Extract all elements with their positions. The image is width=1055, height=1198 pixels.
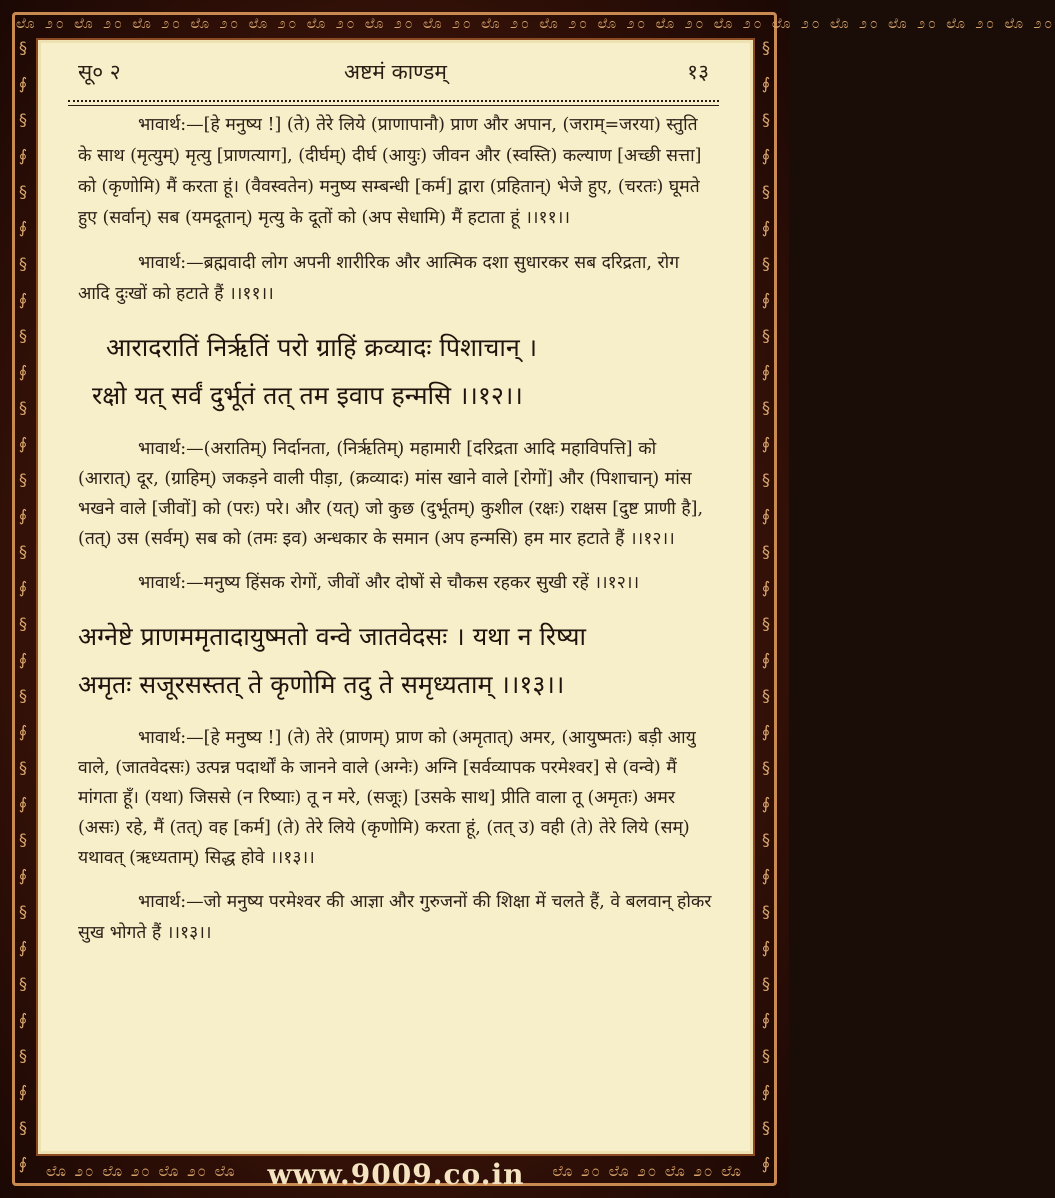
mantra-13-line-2: अमृतः सजूरसस्तत् ते कृणोमि तदु ते समृध्यताम् ।।१३।। (78, 670, 565, 699)
page-header (68, 52, 723, 86)
page-sheet (36, 38, 755, 1156)
sukta-number: सू० २ (78, 60, 121, 84)
mantra-13-line-1: अग्नेष्टे प्राणममृतादायुष्मतो वन्वे जातवेदसः । यथा न रिष्या (78, 622, 586, 651)
bhavarth-paragraph-13: भावार्थ:—[हे मनुष्य !] (ते) तेरे (प्राणम्) प्राण को (अमृतात्) अमर, (आयुष्मतः) बड़ी आयु वाले, (जातवेदसः) उत्पन्न पदार्थों के जानने वाले (अग्नेः) अग्नि [सर्वव्यापक परमेश्वर] से (वन्वे) मैं मांगता हूँ। (यथा) जिससे (न रिष्याः) तू न मरे, (सजूः) [उसके साथ] प्रीति वाला तू (अमृतः) अमर (असः) रहे, मैं (तत्) वह [कर्म] (ते) तेरे लिये (कृणोमि) करता हूं, (तत् उ) वही (ते) तेरे लिये (सम्) यथावत् (ऋध्यताम्) सिद्ध होवे ।।१३।। (78, 728, 696, 868)
footer-ornament-right: ಲೊ ೨೦ ಲೊ ೨೦ ಲೊ ೨೦ ಲೊ (552, 1162, 743, 1180)
bhavarth-summary-12: भावार्थ:—मनुष्य हिंसक रोगों, जीवों और दोषों से चौकस रहकर सुखी रहें ।।१२।। (138, 573, 640, 593)
left-ornament: § ∮ § ∮ § ∮ § ∮ § ∮ § ∮ § ∮ § ∮ § ∮ § ∮ § ∮ § ∮ § ∮ § ∮ § ∮ § ∮ (18, 38, 28, 1173)
bhavarth-summary-11: भावार्थ:—ब्रह्मवादी लोग अपनी शारीरिक और आत्मिक दशा सुधारकर सब दरिद्रता, रोग आदि दुःखों को हटाते हैं ।।११।। (78, 253, 680, 304)
kanda-title: अष्टमं काण्डम् (344, 60, 447, 84)
footer (16, 1160, 773, 1190)
footer-ornament-left: ಲೊ ೨೦ ಲೊ ೨೦ ಲೊ ೨೦ ಲೊ (46, 1162, 237, 1180)
mantra-12-line-2: रक्षो यत् सर्वं दुर्भूतं तत् तम इवाप हन्मसि ।।१२।। (92, 381, 523, 410)
mantra-12-line-1: आरादरातिं निर्ऋतिं परो ग्राहिं क्रव्यादः पिशाचान् । (106, 333, 538, 362)
page-number: १३ (687, 60, 709, 84)
website-url[interactable]: www.9009.co.in (267, 1158, 525, 1191)
bhavarth-summary-13: भावार्थ:—जो मनुष्य परमेश्वर की आज्ञा और गुरुजनों की शिक्षा में चलते हैं, वे बलवान् होकर सुख भोगते हैं ।।१३।। (78, 892, 712, 943)
header-divider (68, 100, 719, 106)
page-body (78, 110, 713, 949)
right-ornament: § ∮ § ∮ § ∮ § ∮ § ∮ § ∮ § ∮ § ∮ § ∮ § ∮ § ∮ § ∮ § ∮ § ∮ § ∮ § ∮ (761, 38, 771, 1173)
top-ornament: ಲೊ ೨೦ ಲೊ ೨೦ ಲೊ ೨೦ ಲೊ ೨೦ ಲೊ ೨೦ ಲೊ ೨೦ ಲೊ ೨೦ ಲೊ ೨೦ ಲೊ ೨೦ ಲೊ ೨೦ ಲೊ ೨೦ ಲೊ ೨೦ ಲೊ ೨೦ ಲೊ ೨೦ ಲೊ ೨೦ ಲೊ ೨೦ ಲೊ ೨೦ ಲೊ ೨೦ (16, 16, 1055, 32)
bhavarth-paragraph-12: भावार्थ:—(अरातिम्) निर्दानता, (निर्ऋतिम्) महामारी [दरिद्रता आदि महाविपत्ति] को (आरात्) दूर, (ग्राहिम्) जकड़ने वाली पीड़ा, (क्रव्यादः) मांस खाने वाले [रोगों] और (पिशाचान्) मांस भखने वाले [जीवों] को (परः) परे। और (यत्) जो कुछ (दुर्भूतम्) कुशील (रक्षः) राक्षस [दुष्ट प्राणी है], (तत्) उस (सर्वम्) सब को (तमः इव) अन्धकार के समान (अप हन्मसि) हम मार हटाते हैं ।।१२।। (78, 439, 704, 549)
bhavarth-paragraph-11: भावार्थ:—[हे मनुष्य !] (ते) तेरे लिये (प्राणापानौ) प्राण और अपान, (जराम्=जरया) स्तुति के साथ (मृत्युम्) मृत्यु [प्राणत्याग], (दीर्घम्) दीर्घ (आयुः) जीवन और (स्वस्ति) कल्याण [अच्छी सत्ता] को (कृणोमि) मैं करता हूं। (वैवस्वतेन) मनुष्य सम्बन्धी [कर्म] द्वारा (प्रहितान्) भेजे हुए, (चरतः) घूमते हुए (सर्वान्) सब (यमदूतान्) मृत्यु के दूतों को (अप सेधामि) मैं हटाता हूं ।।११।। (78, 115, 702, 228)
